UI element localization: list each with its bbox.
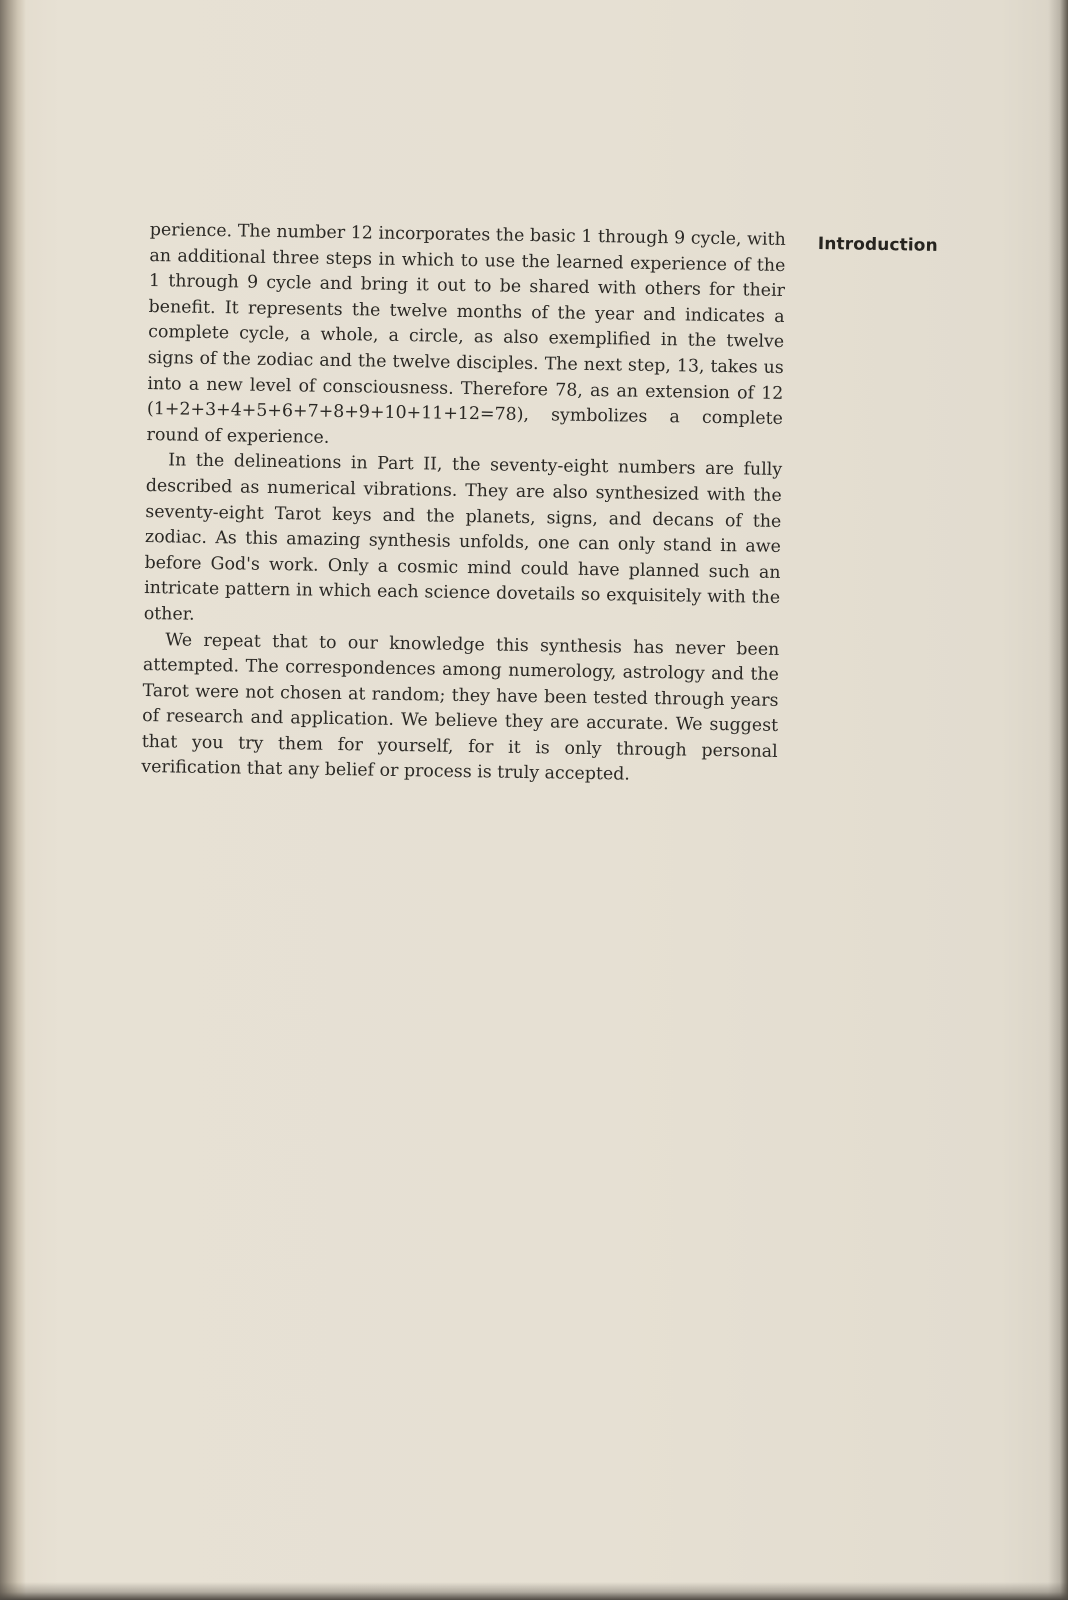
- paragraph-continued: perience. The number 12 incorporates the basic 1 through 9 cycle, with an additional three steps in which to use the learned experience of the 1 through 9 cycle and bring it out to be shared with others for their benefit. It represents the twelve months of the year and indicates a complete cycle, a whole, a circle, as also exemplified in the twelve signs of the zodiac and the twelve disciples. The next step, 13, takes us into a new level of consciousness. Therefore 78, as an extension of 12 (1+2+3+4+5+6+7+8+9+10+11+12=78), symbolizes a complete round of experience.: [146, 219, 786, 448]
- body-text: [141, 218, 786, 791]
- paragraph-synthesis: We repeat that to our knowledge this synthesis has never been attempted. The correspondences among numerology, astrology and the Tarot were not chosen at random; they have been tested through years of research and application. We believe they are accurate. We suggest that you try them for yourself, for it is only through personal verification that any belief or process is truly accepted.: [141, 629, 780, 786]
- paragraph-delineations: In the delineations in Part II, the seventy-eight numbers are fully described as numerical vibrations. They are also synthesized with the seventy-eight Tarot keys and the planets, signs, and decans of the zodiac. As this amazing synthesis unfolds, one can only stand in awe before God's work. Only a cosmic mind could have planned such an intricate pattern in which each science dovetails so exquisitely with the other.: [143, 450, 783, 625]
- page-edge-shadow-right: [1048, 0, 1068, 1600]
- binding-shadow: [0, 0, 26, 1600]
- page-edge-shadow-bottom: [0, 1582, 1068, 1600]
- running-head: Introduction: [817, 234, 938, 256]
